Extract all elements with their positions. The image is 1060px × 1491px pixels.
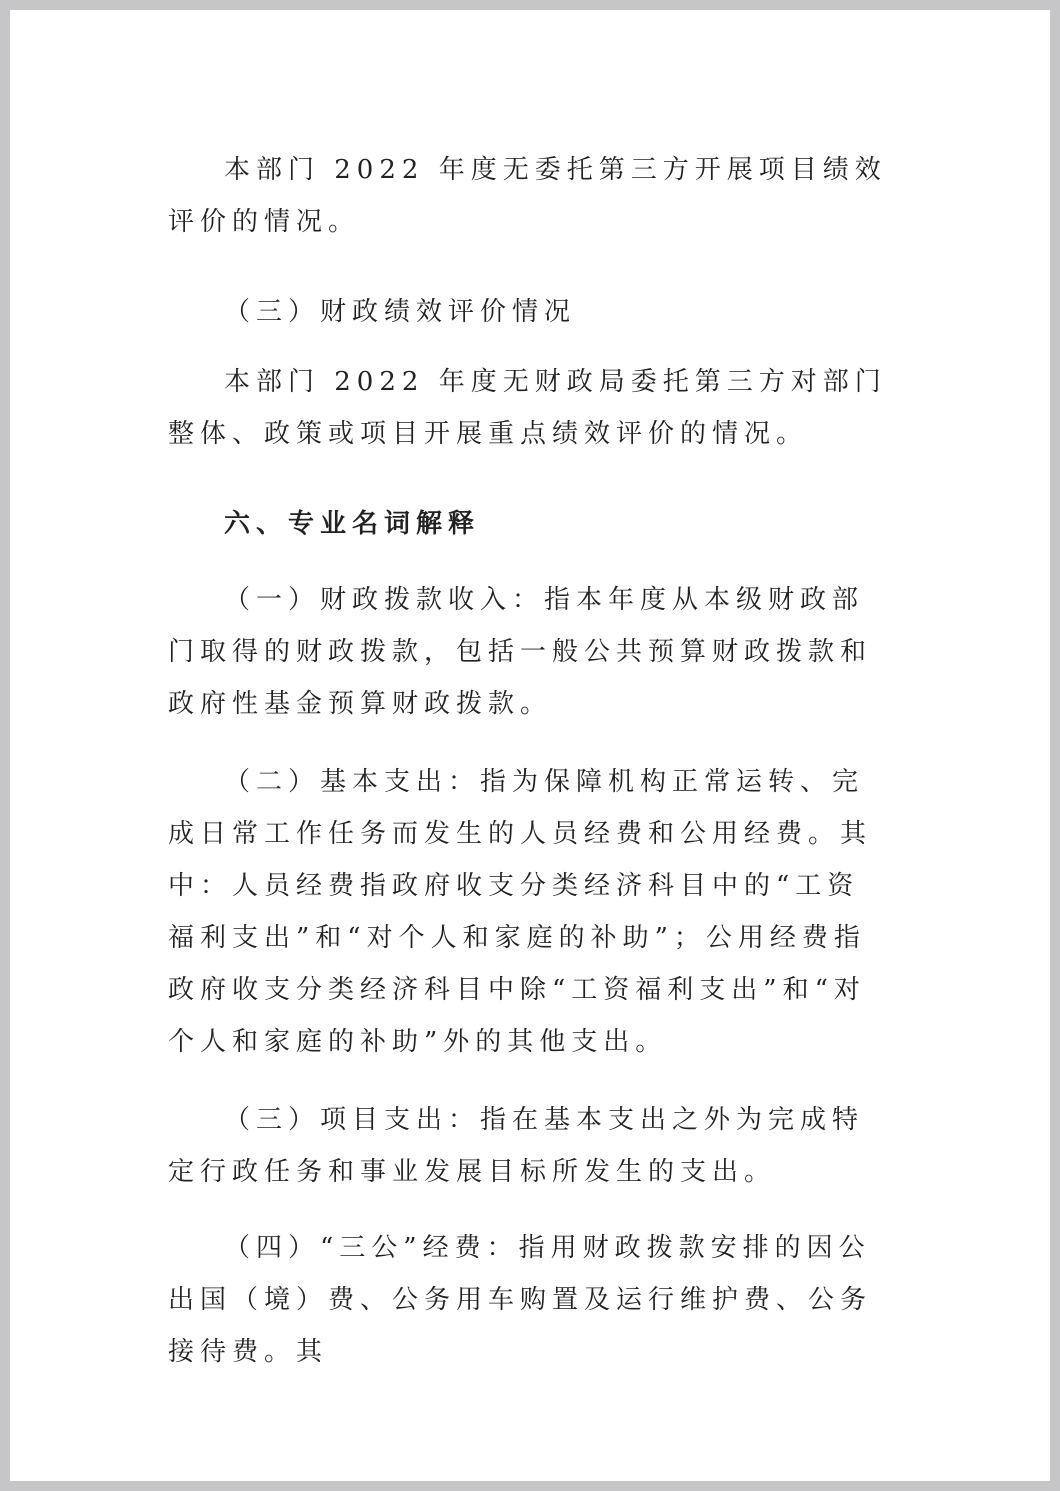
definition-project-expenditure: （三）项目支出：指在基本支出之外为完成特定行政任务和事业发展目标所发生的支出。 bbox=[168, 1105, 865, 1187]
paragraph-no-finance-bureau-evaluation: 本部门 2022 年度无财政局委托第三方对部门整体、政策或项目开展重点绩效评价的情况。 bbox=[168, 367, 887, 449]
definition-basic-expenditure: （二）基本支出：指为保障机构正常运转、完成日常工作任务而发生的人员经费和公用经费。其中：人员经费指政府收支分类经济科目中的“工资福利支出”和“对个人和家庭的补助”；公用经费指政府收支分类经济科目中除“工资福利支出”和“对个人和家庭的补助”外的其他支出。 bbox=[168, 767, 873, 1057]
section-heading-terminology: 六、专业名词解释 bbox=[224, 509, 481, 539]
document-page bbox=[10, 10, 1050, 1481]
definition-three-public-expenses: （四）“三公”经费：指用财政拨款安排的因公出国（境）费、公务用车购置及运行维护费、公务接待费。其 bbox=[168, 1233, 873, 1367]
definition-fiscal-appropriation-income: （一）财政拨款收入：指本年度从本级财政部门取得的财政拨款，包括一般公共预算财政拨款和政府性基金预算财政拨款。 bbox=[168, 585, 873, 719]
paragraph-no-third-party-evaluation: 本部门 2022 年度无委托第三方开展项目绩效评价的情况。 bbox=[168, 155, 887, 237]
subheading-fiscal-performance-evaluation: （三）财政绩效评价情况 bbox=[224, 297, 577, 327]
